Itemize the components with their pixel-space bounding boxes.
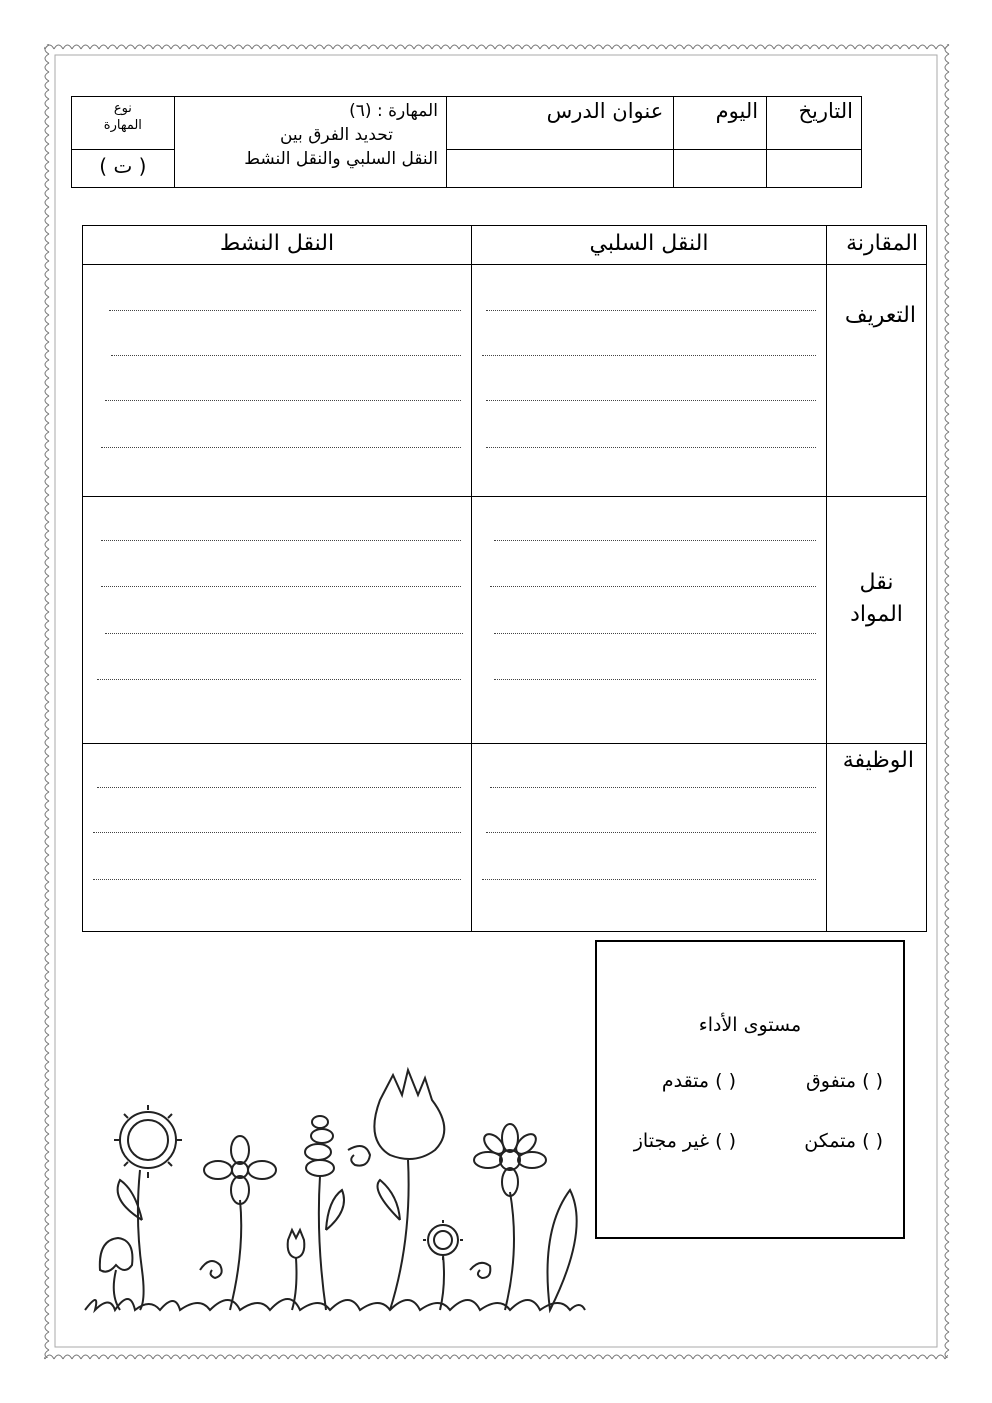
skill-type-label-cell [72, 97, 175, 150]
answer-line[interactable] [494, 633, 816, 634]
small-sunflower-icon [423, 1220, 463, 1310]
day-label: اليوم [715, 99, 759, 123]
date-value[interactable] [767, 150, 862, 188]
header-active [83, 226, 472, 265]
answer-line[interactable] [93, 832, 461, 833]
active-function-cell[interactable] [83, 744, 472, 932]
answer-line[interactable] [494, 679, 816, 680]
answer-line[interactable] [482, 355, 816, 356]
row-definition-label: التعريف [844, 303, 916, 328]
skill-desc-line2: النقل السلبي والنقل النشط [244, 149, 438, 169]
answer-line[interactable] [482, 879, 816, 880]
skill-type-value: ( ت ) [99, 154, 147, 178]
header-passive-label: النقل السلبي [589, 231, 709, 256]
answer-line[interactable] [105, 633, 463, 634]
answer-line[interactable] [101, 586, 461, 587]
row-transport-label-line1: نقل [859, 570, 894, 595]
answer-line[interactable] [93, 879, 461, 880]
date-cell [767, 97, 862, 150]
comparison-table [82, 225, 927, 932]
date-label: التاريخ [798, 99, 853, 123]
option-excellent[interactable]: ( ) متفوق [806, 1070, 883, 1092]
option-not-passed[interactable]: ( ) غير مجتاز [633, 1130, 736, 1152]
skill-desc-line1: تحديد الفرق بين [279, 125, 393, 145]
skill-label: المهارة : (٦) [349, 101, 438, 121]
answer-line[interactable] [111, 355, 461, 356]
answer-line[interactable] [486, 447, 816, 448]
performance-box [595, 940, 905, 1239]
header-criteria [827, 226, 927, 265]
row-definition [827, 265, 927, 497]
active-definition-cell[interactable] [83, 265, 472, 497]
header-passive [472, 226, 827, 265]
row-function-label: الوظيفة [842, 748, 914, 773]
answer-line[interactable] [490, 787, 816, 788]
tulip-icon [374, 1070, 444, 1310]
header-active-label: النقل النشط [219, 231, 335, 256]
answer-line[interactable] [494, 540, 816, 541]
daisy-icon [204, 1136, 276, 1310]
flowers-illustration [80, 1060, 600, 1322]
sunflower-icon [114, 1105, 182, 1310]
option-proficient[interactable]: ( ) متمكن [804, 1130, 883, 1152]
answer-line[interactable] [486, 400, 816, 401]
day-cell [674, 97, 767, 150]
passive-transport-cell[interactable] [472, 497, 827, 744]
lesson-title-cell [446, 97, 673, 150]
pebble-flower-icon [305, 1116, 344, 1310]
row-transport-label-line2: المواد [850, 602, 903, 627]
lesson-title-value[interactable] [446, 150, 673, 188]
answer-line[interactable] [105, 400, 461, 401]
header-table [71, 96, 862, 188]
answer-line[interactable] [486, 832, 816, 833]
skill-type-label-line1: نوع [113, 101, 132, 116]
small-tulip-icon [288, 1230, 305, 1310]
passive-function-cell[interactable] [472, 744, 827, 932]
answer-line[interactable] [97, 679, 461, 680]
active-transport-cell[interactable] [83, 497, 472, 744]
day-value[interactable] [674, 150, 767, 188]
star-daisy-icon [474, 1124, 546, 1310]
answer-line[interactable] [490, 586, 816, 587]
performance-title: مستوى الأداء [698, 1014, 802, 1036]
row-transport [827, 497, 927, 744]
option-advanced[interactable]: ( ) متقدم [661, 1070, 736, 1092]
skill-cell [174, 97, 446, 188]
passive-definition-cell[interactable] [472, 265, 827, 497]
answer-line[interactable] [97, 787, 461, 788]
skill-type-label-line2: المهارة [103, 118, 142, 133]
leaf-icon [548, 1190, 577, 1310]
header-criteria-label: المقارنة [846, 231, 918, 256]
answer-line[interactable] [486, 310, 816, 311]
lesson-title-label: عنوان الدرس [546, 99, 664, 123]
skill-type-value-cell [72, 150, 175, 188]
answer-line[interactable] [101, 447, 461, 448]
answer-line[interactable] [109, 310, 461, 311]
answer-line[interactable] [101, 540, 461, 541]
row-function [827, 744, 927, 932]
